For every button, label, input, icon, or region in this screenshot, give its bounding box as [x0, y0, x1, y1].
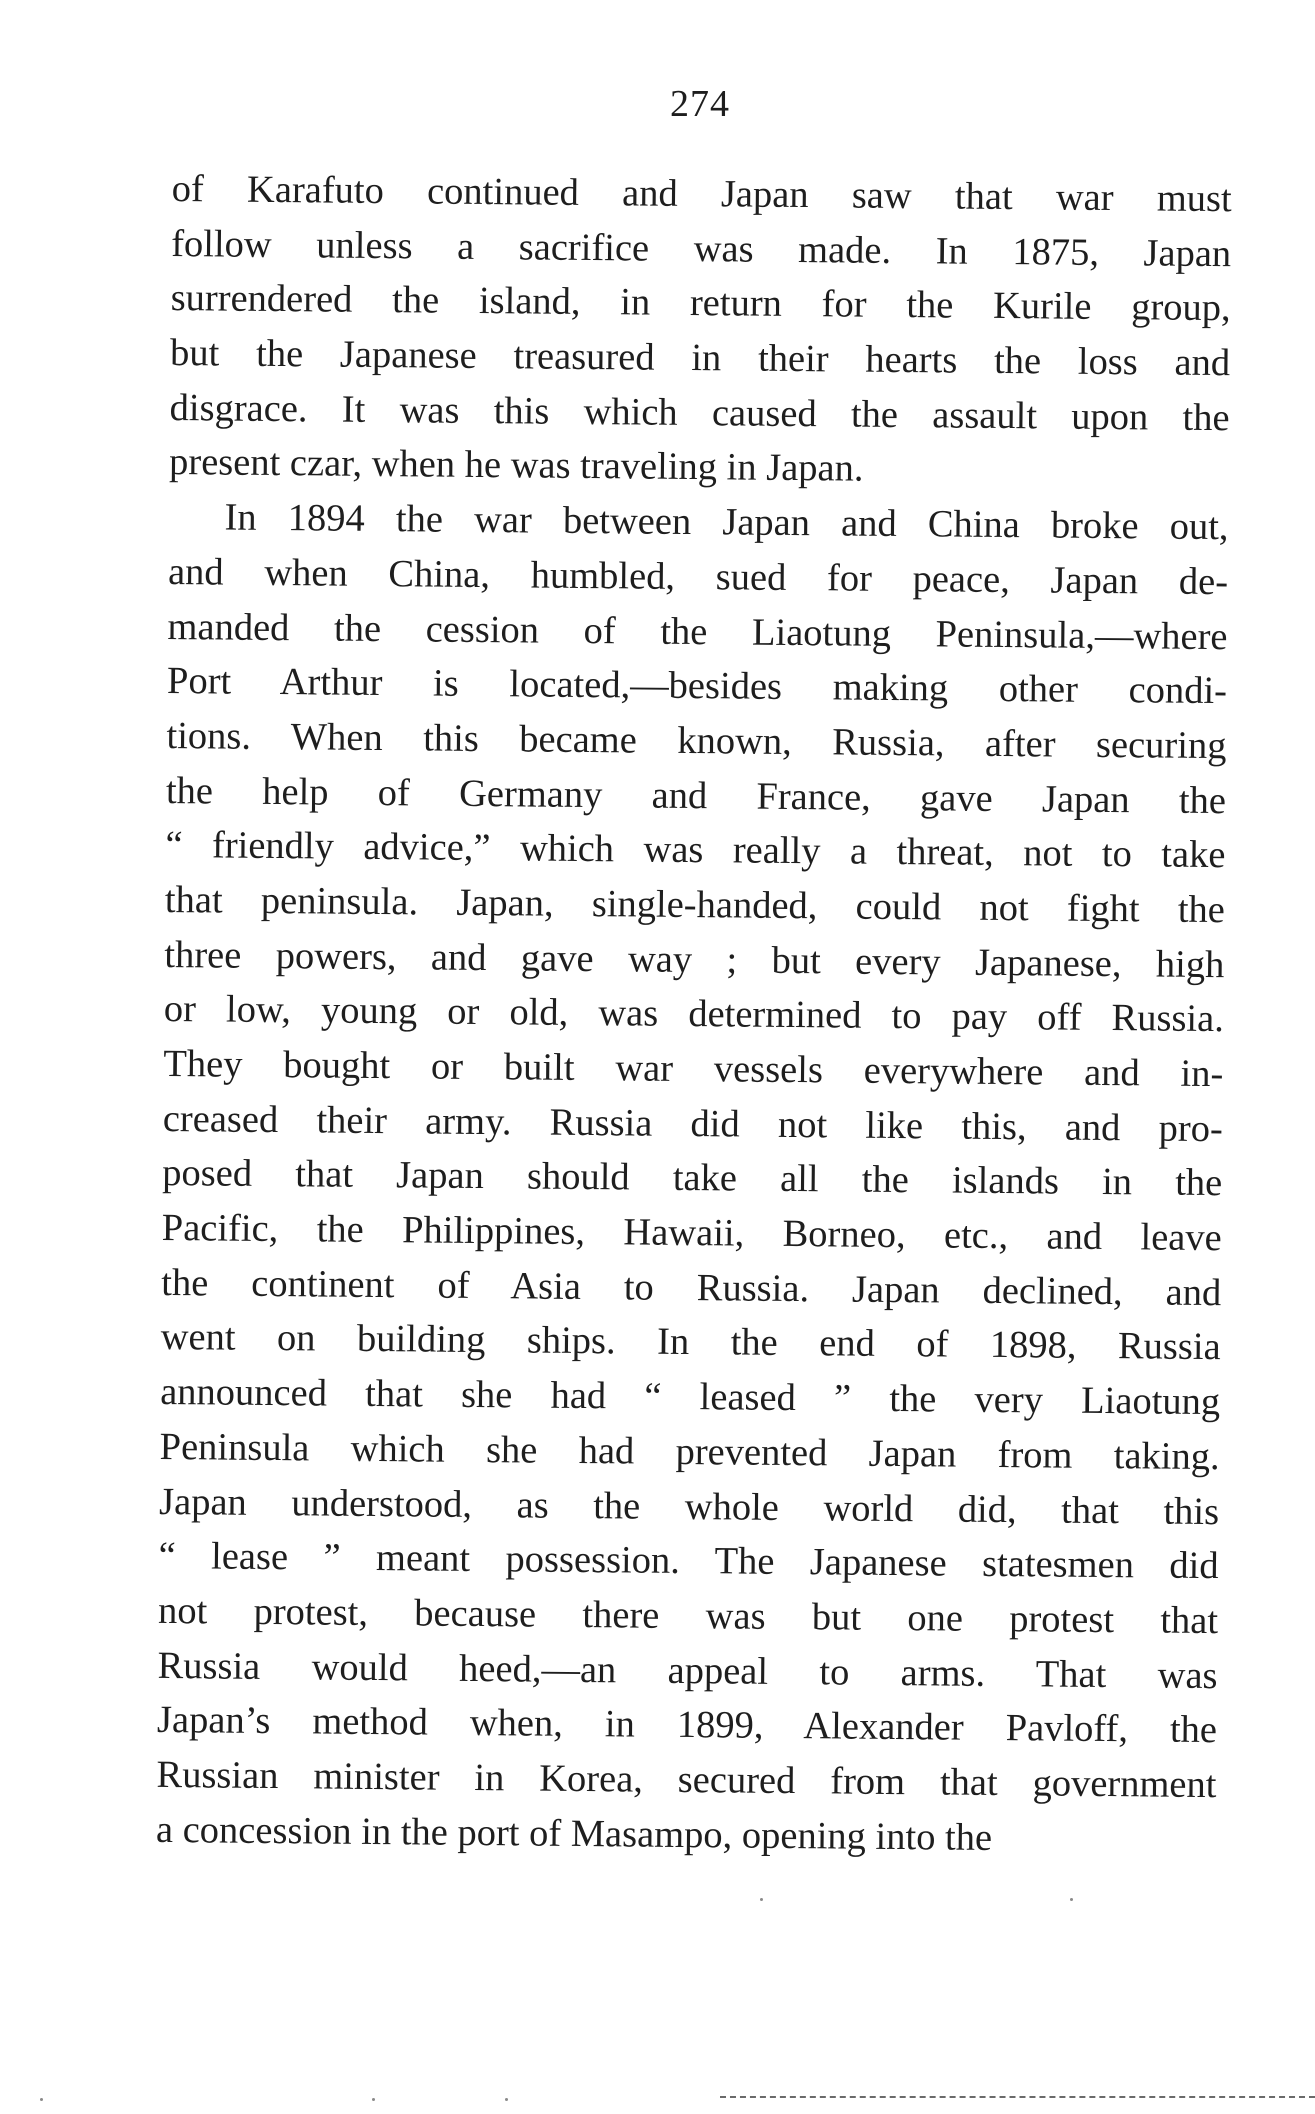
- bottom-rule: [720, 2096, 1315, 2098]
- scan-speck: [40, 2098, 43, 2101]
- text-line: “ friendly advice,” which was really a threat, not to take: [165, 824, 1226, 877]
- text-line: present czar, when he was traveling in Japan.: [168, 441, 864, 491]
- scan-speck: [760, 1898, 763, 1901]
- text-line: tions. When this became known, Russia, after securing: [166, 714, 1227, 768]
- page-number: 274: [670, 83, 730, 125]
- text-line: disgrace. It was this which caused the assault upon the: [169, 386, 1230, 439]
- text-line: follow unless a sacrifice was made. In 1875, Japan: [171, 222, 1232, 275]
- text-line: of Karafuto continued and Japan saw that war must: [171, 167, 1232, 221]
- text-line: manded the cession of the Liaotung Peninsula,—where: [167, 605, 1228, 658]
- text-line: They bought or built war vessels everywhere and in-: [163, 1042, 1224, 1096]
- paragraph: [156, 490, 1229, 1867]
- text-line: the continent of Asia to Russia. Japan declined, and: [161, 1261, 1222, 1314]
- text-line: posed that Japan should take all the islands in the: [162, 1152, 1223, 1205]
- scan-speck: [372, 2098, 375, 2101]
- text-line: Japan understood, as the whole world did, that this: [158, 1480, 1220, 1533]
- text-line: “ lease ” meant possession. The Japanese statesmen did: [158, 1535, 1219, 1588]
- text-line: a concession in the port of Masampo, opening into the: [155, 1808, 993, 1859]
- text-line: Port Arthur is located,—besides making other condi-: [166, 660, 1228, 713]
- text-line: announced that she had “ leased ” the very Liaotung: [159, 1371, 1221, 1424]
- text-line: three powers, and gave way ; but every Japanese, high: [164, 933, 1225, 986]
- text-line: Japan’s method when, in 1899, Alexander Pavloff, the: [156, 1699, 1218, 1752]
- body-text: [156, 162, 1232, 1867]
- scan-speck: [505, 2098, 508, 2101]
- text-line: went on building ships. In the end of 1898, Russia: [160, 1316, 1221, 1369]
- text-line: that peninsula. Japan, single-handed, could not fight the: [164, 878, 1226, 932]
- text-line: Russian minister in Korea, secured from that government: [156, 1753, 1217, 1807]
- text-line: but the Japanese treasured in their hearts the loss and: [169, 332, 1231, 385]
- text-line: not protest, because there was but one protest that: [157, 1589, 1219, 1642]
- text-line: the help of Germany and France, gave Japan the: [165, 769, 1227, 822]
- scan-speck: [1070, 1898, 1073, 1901]
- paragraph: [169, 162, 1232, 500]
- text-line: creased their army. Russia did not like this, and pro-: [162, 1097, 1223, 1150]
- text-line: surrendered the island, in return for the Kurile group,: [170, 277, 1231, 330]
- text-line: Peninsula which she had prevented Japan from taking.: [159, 1425, 1220, 1478]
- text-line: In 1894 the war between Japan and China broke out,: [224, 496, 1229, 549]
- text-line: or low, young or old, was determined to pay off Russia.: [163, 988, 1225, 1041]
- text-line: Russia would heed,—an appeal to arms. That was: [157, 1644, 1218, 1697]
- text-line: and when China, humbled, sued for peace, Japan de-: [167, 550, 1229, 603]
- text-line: Pacific, the Philippines, Hawaii, Borneo, etc., and leave: [161, 1207, 1222, 1260]
